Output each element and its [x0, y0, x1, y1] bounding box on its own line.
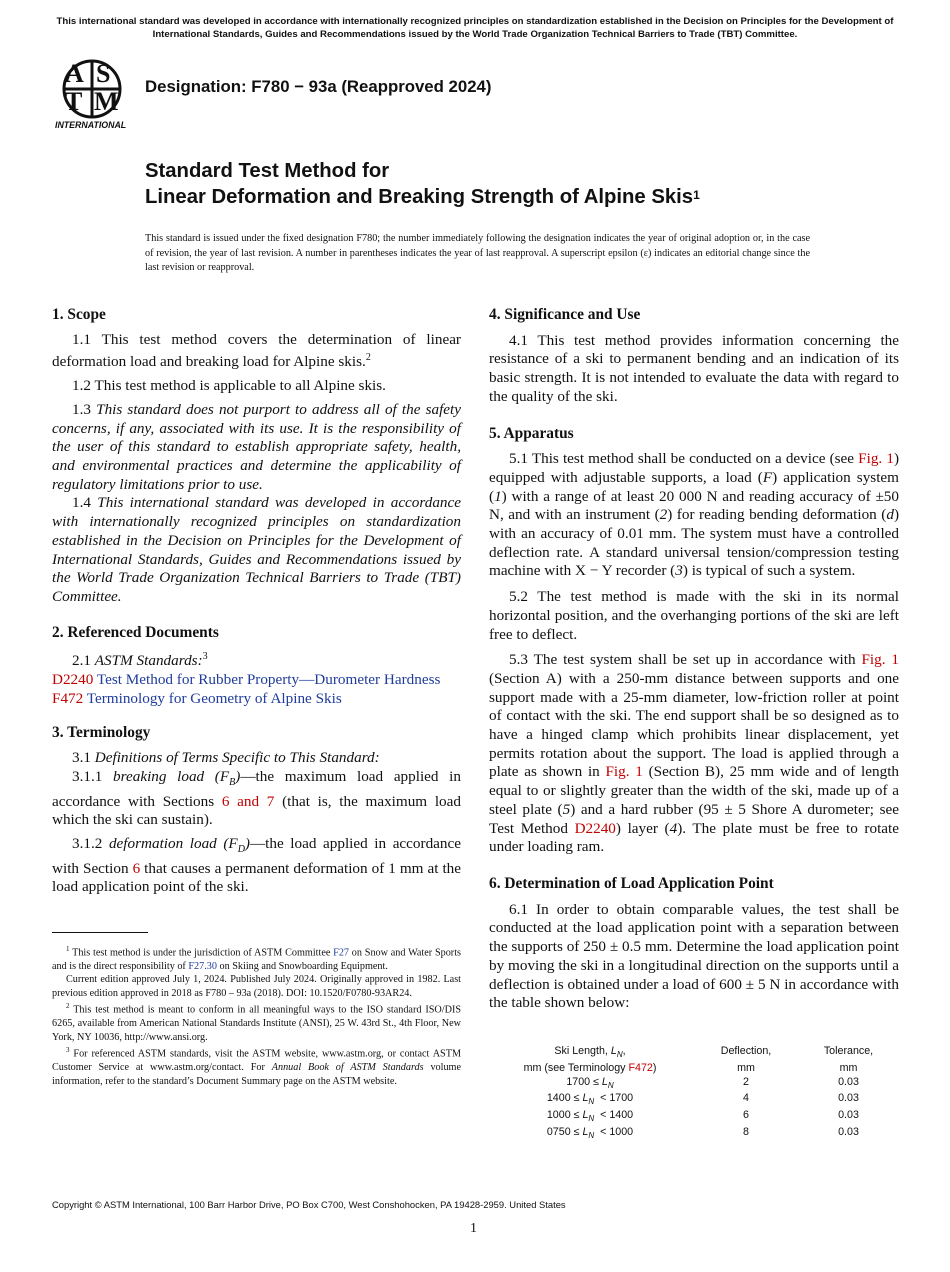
cell-deflection: 2 [743, 1075, 749, 1088]
table-row [485, 1109, 900, 1126]
section-6-link[interactable]: 6 [132, 859, 141, 877]
para-4-1: 4.1 This test method provides information concerning the resistance of a ski to permanent bending and an indication of its basic strength. It is not intended to evaluate the data with regard to the quality of the ski. [489, 331, 899, 405]
copyright: Copyright © ASTM International, 100 Barr Harbor Drive, PO Box C700, West Conshohocken, PA 19428-2959. United States [52, 1199, 566, 1210]
footnote-1: $^1$ This test method is under the jurisdiction of ASTM Committee F27 on Snow and Water Sports and is the direct responsibility of F27.30 on Skiing and Snowboarding Equipment. [52, 945, 461, 972]
f27-30-link[interactable]: F27.30 [188, 960, 217, 972]
para-3-1-1: 3.1.1 breaking load $(F_B)—the$ maximum load applied in accordance with Sections 6 and 7 (that is, the maximum load which the ski can sustain). [52, 767, 462, 829]
svg-text:T: T [65, 87, 83, 116]
designation: Designation: F780 − 93a (Reapproved 2024) [145, 77, 492, 96]
astm-logo-icon [54, 56, 134, 132]
svg-text:S: S [96, 59, 111, 88]
footnote-1-edition: Current edition approved July 1, 2024. Published July 2024. Originally approved in 1982. Last previous edition approved in 2018 as F780 – 93a (2018). DOI: 10.1520/F0780-93AR24. [52, 974, 461, 999]
footnote-separator [52, 932, 148, 933]
para-6-1: 6.1 In order to obtain comparable values, the test shall be conducted at the load application point with a separation between the supports of 250 ± 0.5 mm. Determine the load application point by moving the ski in a longitudinal direction on the supports until a deflection is obtained under a load of 600 ± 5 N in accordance with the table shown below: [489, 900, 899, 1012]
header-tolerance: Tolerance, [823, 1045, 874, 1057]
logo-text: INTERNATIONAL [55, 120, 127, 130]
f472-link[interactable]: F472 [628, 1061, 653, 1074]
section-5-heading: 5. Apparatus [489, 424, 574, 442]
section-3-heading: 3. Terminology [52, 724, 151, 742]
cell-ski-length: $1700 \le L_N$ [566, 1075, 614, 1090]
section-2-heading: 2. Referenced Documents [52, 623, 219, 641]
header-deflection-units: mm [737, 1061, 755, 1074]
title-footnote-ref[interactable]: 1 [693, 188, 700, 202]
right-column [489, 306, 899, 1013]
para-1-2: 1.2 This test method is applicable to all Alpine skis. [72, 377, 386, 395]
para-5-2: 5.2 The test method is made with the ski in its normal horizontal position, and the overhanging portions of the ski are left free to deflect. [489, 588, 899, 643]
para-5-1: 5.1 This test method shall be conducted on a device (see Fig. 1) equipped with adjustable supports, a load (F) application system (1) with a range of at least 20 000 N and reading accuracy of ±50 N, and with an instrument (2) for reading bending deformation (d) with an accuracy of 0.01 mm. The system must have a controlled deflection rate. A standard universal tension/compression testing machine with X − Y recorder (3) is typical of such a system. [489, 450, 899, 580]
ref-f472-title[interactable]: Terminology for Geometry of Alpine Skis [86, 689, 342, 707]
table-row [485, 1126, 900, 1143]
deflection-table [485, 1045, 900, 1143]
footnote-2: $^2$ This test method is meant to conform in all meaningful ways to the ISO standard ISO/DIS 6265, available from American National Standards Institute (ANSI), 25 W. 43rd St., 4th Floor, New York, NY 10036, http://www.ansi.org. [52, 1002, 461, 1043]
cell-tolerance: 0.03 [838, 1109, 859, 1122]
cell-deflection: 8 [743, 1126, 749, 1139]
fig-1-link[interactable]: Fig. 1 [861, 651, 899, 669]
para-1-4: 1.4 This international standard was developed in accordance with internationally recognized principles on standardization established in the Decision on Principles for the Development of International Standards, Guides and Recommendations issued by the World Trade Organization Technical Barriers to Trade (TBT) Committee. [52, 494, 462, 605]
page-number: 1 [470, 1221, 477, 1236]
ref-d2240-title[interactable]: Test Method for Rubber Property—Durometer Hardness [96, 671, 441, 689]
ref-f472[interactable] [52, 690, 461, 709]
fig-1-link[interactable]: Fig. 1 [605, 763, 643, 781]
header-deflection: Deflection, [720, 1045, 772, 1057]
cell-tolerance: 0.03 [838, 1126, 859, 1139]
title-line-1: Standard Test Method for [145, 160, 390, 182]
wto-notice: This international standard was developed in accordance with internationally recognized principles on standardization established in the Decision on Principles for the Development of International Standards, Guides and Recommendations issued by the World Trade Organization Technical Barriers to Trade (TBT) Committee. [56, 16, 894, 40]
header-ski-length: Ski Length, $L_N$, [554, 1045, 626, 1060]
cell-deflection: 4 [743, 1092, 749, 1105]
svg-text:A: A [65, 59, 84, 88]
para-1-3: 1.3 This standard does not purport to address all of the safety concerns, if any, associated with its use. It is the responsibility of the user of this standard to establish appropriate safety, health, and environmental practices and determine the applicability of regulatory limitations prior to use. [52, 400, 462, 493]
para-1-1: 1.1 This test method covers the determination of linear deformation load and breaking load for Alpine skis.$^2$ [52, 330, 461, 371]
table-row [485, 1092, 900, 1109]
para-3-1: 3.1 Definitions of Terms Specific to This Standard: [72, 749, 380, 767]
sections-6-7-link[interactable]: 6 and 7 [221, 792, 275, 810]
footnote-3: $^3$ For referenced ASTM standards, visit the ASTM website, www.astm.org, or contact ASTM Customer Service at www.astm.org/contact. For Annual Book of ASTM Standards volume information, refer to the standard’s Document Summary page on the ASTM website. [52, 1046, 461, 1087]
astm-logo [54, 56, 134, 132]
left-column [52, 306, 461, 897]
header-tolerance-units: mm [839, 1061, 858, 1074]
para-3-1-2: 3.1.2 deformation load $(F_D)—the$ load applied in accordance with Section 6 that causes a permanent deformation of 1 mm at the load application point of the ski. [52, 835, 462, 896]
ref-d2240-code[interactable]: D2240 [52, 671, 94, 689]
table-row [485, 1076, 900, 1093]
ref-d2240[interactable] [52, 671, 461, 690]
table-header-row-2 [485, 1062, 900, 1076]
issued-note: This standard is issued under the fixed designation F780; the number immediately following the designation indicates the year of original adoption or, in the case of revision, the year of last revision. A number in parentheses indicates the year of last reapproval. A superscript epsilon (ε) indicates an editorial change since the last revision or reapproval. [145, 233, 810, 274]
cell-ski-length: $0750 \le L_N < 1000$ [546, 1126, 634, 1141]
table-header-row-1 [485, 1045, 900, 1062]
cell-tolerance: 0.03 [838, 1092, 859, 1105]
section-6-heading: 6. Determination of Load Application Point [489, 874, 774, 892]
document-title [145, 158, 700, 210]
section-4-heading: 4. Significance and Use [489, 306, 641, 323]
cell-tolerance: 0.03 [838, 1075, 859, 1088]
cell-ski-length: $1000 \le L_N < 1400$ [546, 1109, 634, 1124]
footnotes [52, 943, 461, 1088]
header-ski-length-units: mm (see Terminology F472) [523, 1061, 657, 1074]
cell-deflection: 6 [743, 1109, 749, 1122]
para-2-1: 2.1 ASTM Standards:$^3$ [72, 651, 208, 670]
svg-text:M: M [94, 87, 119, 116]
d2240-link[interactable]: D2240 [574, 819, 616, 837]
cell-ski-length: $1400 \le L_N < 1700$ [546, 1092, 634, 1107]
ref-f472-code[interactable]: F472 [52, 689, 84, 707]
section-1-heading: 1. Scope [52, 306, 106, 323]
f27-link[interactable]: F27 [333, 947, 350, 959]
para-5-3: 5.3 The test system shall be set up in accordance with Fig. 1 (Section A) with a 250-mm distance between supports and one support made with a 25-mm diameter, low-friction roller at point of contact with the ski. The end support shall be so designed as to have a hinged clamp which prohibits linear displacement, yet permits rotation about the support. The load is applied through a plate as shown in Fig. 1 (Section B), 25 mm wide and of length equal to or slightly greater than the width of the ski, made up of a steel plate (5) and a hard rubber (95 ± 5 Shore A durometer; see Test Method D2240) layer (4). The plate must be free to rotate under loading ram. [489, 651, 900, 856]
title-line-2: Linear Deformation and Breaking Strength of Alpine Skis$^1$ [145, 186, 700, 208]
fig-1-link[interactable]: Fig. 1 [858, 450, 894, 468]
